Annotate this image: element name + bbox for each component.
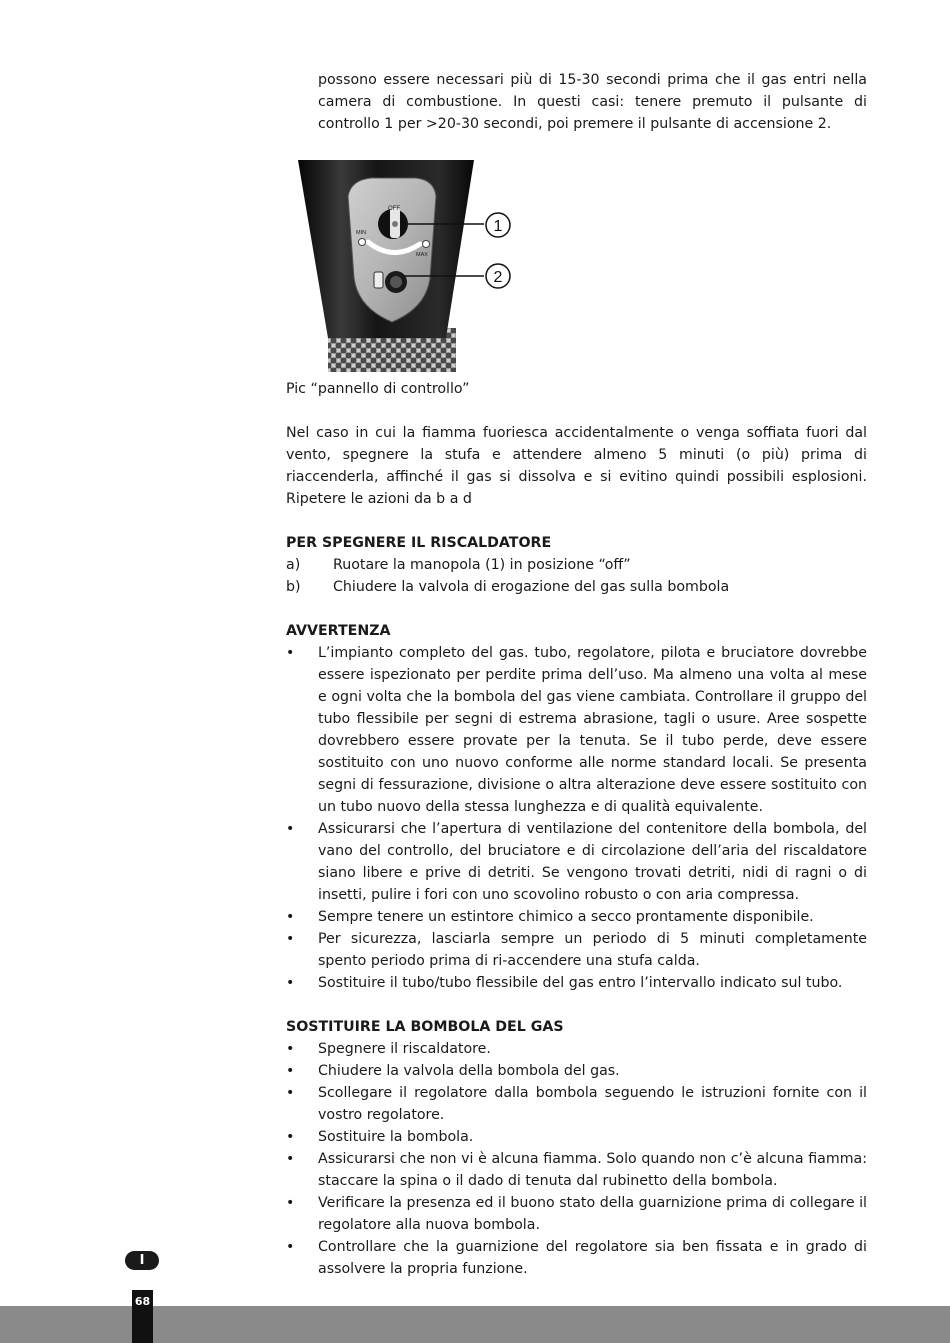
list-item: • Sostituire il tubo/tubo flessibile del gas entro l’intervallo indicato sul tubo. bbox=[286, 972, 867, 994]
panel-min-label: MIN bbox=[356, 230, 367, 236]
control-panel-figure bbox=[296, 158, 516, 372]
list-item: • Sostituire la bombola. bbox=[286, 1126, 867, 1148]
step-letter: a) bbox=[286, 557, 301, 573]
list-item: • Assicurarsi che l’apertura di ventilazione del contenitore della bombola, del vano del controllo, del bruciatore e di circolazione dell’aria del riscaldatore siano libere e prive di detriti. Se vengono trovati detriti, nidi di ragni o di insetti, pulire i fori con uno scovolino robusto o con aria compressa. bbox=[286, 818, 867, 906]
control-panel-image bbox=[296, 158, 516, 372]
step-text: Chiudere la valvola di erogazione del gas sulla bombola bbox=[333, 579, 730, 595]
list-item: • Sempre tenere un estintore chimico a secco prontamente disponibile. bbox=[286, 906, 867, 928]
list-item: • Spegnere il riscaldatore. bbox=[286, 1038, 867, 1060]
list-item: • Assicurarsi che non vi è alcuna fiamma. Solo quando non c’è alcuna fiamma: staccare la spina o il dado di tenuta dal rubinetto della bombola. bbox=[286, 1148, 867, 1192]
step-a bbox=[286, 554, 867, 576]
intro-paragraph: possono essere necessari più di 15-30 secondi prima che il gas entri nella camera di combustione. In questi casi: tenere premuto il pulsante di controllo 1 per >20-30 secondi, poi premere il pulsante di accensione 2. bbox=[318, 72, 867, 132]
flame-paragraph: Nel caso in cui la fiamma fuoriesca accidentalmente o venga soffiata fuori dal vento, spegnere la stufa e attendere almeno 5 minuti (o più) prima di riaccenderla, affinché il gas si dissolva e si evitino quindi possibili esplosioni. Ripetere le azioni da b a d bbox=[286, 425, 867, 507]
step-b bbox=[286, 576, 867, 598]
replace-heading: SOSTITUIRE LA BOMBOLA DEL GAS bbox=[286, 1019, 564, 1035]
figure-caption: Pic “pannello di controllo” bbox=[286, 381, 470, 397]
replace-section bbox=[286, 1016, 867, 1280]
turn-off-heading: PER SPEGNERE IL RISCALDATORE bbox=[286, 535, 552, 551]
warning-list bbox=[286, 642, 867, 994]
panel-off-label: OFF bbox=[388, 206, 400, 212]
step-text: Ruotare la manopola (1) in posizione “off” bbox=[333, 557, 631, 573]
list-item: • L’impianto completo del gas. tubo, regolatore, pilota e bruciatore dovrebbe essere ispezionato per perdite prima dell’uso. Ma almeno una volta al mese e ogni volta che la bombola del gas viene cambiata. Controllare il gruppo del tubo flessibile per segni di estrema abrasione, tagli o usure. Aree sospette dovrebbero essere provate per la tenuta. Se il tubo perde, deve essere sostituito con uno nuovo conforme alle norme standard locali. Se presenta segni di fessurazione, divisione o altra alterazione deve essere sostituito con un tubo nuovo della stessa lunghezza e di qualità equivalente. bbox=[286, 642, 867, 818]
language-badge: I bbox=[125, 1251, 159, 1270]
step-letter: b) bbox=[286, 579, 301, 595]
panel-max-label: MAX bbox=[416, 252, 428, 258]
warning-section bbox=[286, 620, 867, 994]
list-item: • Scollegare il regolatore dalla bombola seguendo le istruzioni fornite con il vostro regolatore. bbox=[286, 1082, 867, 1126]
list-item: • Chiudere la valvola della bombola del gas. bbox=[286, 1060, 867, 1082]
list-item: • Verificare la presenza ed il buono stato della guarnizione prima di collegare il regolatore alla nuova bombola. bbox=[286, 1192, 867, 1236]
page-number: 68 bbox=[132, 1290, 153, 1343]
replace-list bbox=[286, 1038, 867, 1280]
turn-off-section bbox=[286, 532, 867, 598]
warning-heading: AVVERTENZA bbox=[286, 623, 391, 639]
list-item: • Controllare che la guarnizione del regolatore sia ben fissata e in grado di assolvere la propria funzione. bbox=[286, 1236, 867, 1280]
callout-1-label: 1 bbox=[493, 218, 503, 235]
list-item: • Per sicurezza, lasciarla sempre un periodo di 5 minuti completamente spento periodo prima di ri-accendere una stufa calda. bbox=[286, 928, 867, 972]
callout-2-label: 2 bbox=[493, 269, 503, 286]
